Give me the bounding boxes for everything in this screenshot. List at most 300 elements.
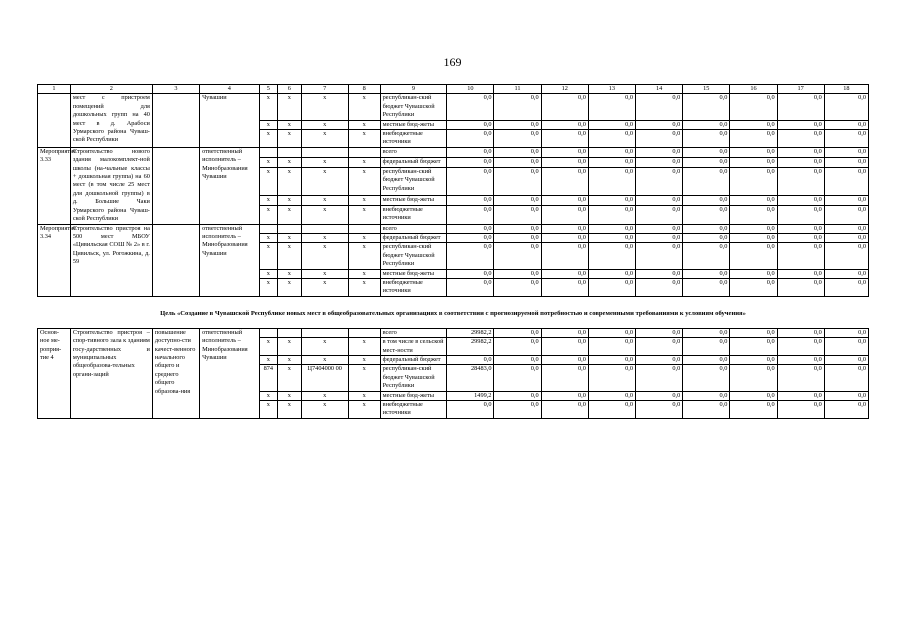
- measure-name: Строительство пристроя на 500 мест МБОУ «Цивильская СОШ № 2» в г. Цивильск, ул. Рогожкина, д. 59: [70, 224, 152, 296]
- amount-cell: 29982,2: [447, 338, 494, 356]
- amount-cell: 0,0: [730, 328, 777, 337]
- amount-cell: 0,0: [777, 391, 824, 400]
- amount-cell: 0,0: [683, 355, 730, 364]
- amount-cell: 0,0: [494, 365, 541, 391]
- amount-cell: 0,0: [824, 391, 868, 400]
- code-cell: 874: [259, 365, 277, 391]
- code-cell: x: [278, 365, 302, 391]
- amount-cell: 0,0: [777, 365, 824, 391]
- code-cell: x: [301, 167, 348, 195]
- code-cell: x: [301, 401, 348, 419]
- amount-cell: 0,0: [494, 269, 541, 278]
- code-cell: x: [278, 157, 302, 167]
- amount-cell: 0,0: [588, 167, 635, 195]
- amount-cell: 0,0: [824, 147, 868, 157]
- funding-source: местные бюд-жеты: [380, 120, 447, 129]
- column-number: 2: [70, 85, 152, 94]
- amount-cell: 0,0: [494, 355, 541, 364]
- measure-executor: ответственный исполнитель – Минобразования Чувашии: [200, 147, 260, 224]
- code-cell: x: [301, 338, 348, 356]
- amount-cell: 0,0: [636, 157, 683, 167]
- code-cell: x: [259, 94, 277, 120]
- amount-cell: 0,0: [777, 328, 824, 337]
- amount-cell: 0,0: [494, 338, 541, 356]
- amount-cell: 0,0: [588, 243, 635, 269]
- measure-purpose: [152, 224, 199, 296]
- amount-cell: 0,0: [777, 147, 824, 157]
- amount-cell: 0,0: [777, 157, 824, 167]
- table-row: [38, 224, 869, 233]
- amount-cell: 0,0: [588, 328, 635, 337]
- amount-cell: 0,0: [636, 269, 683, 278]
- amount-cell: 0,0: [588, 338, 635, 356]
- amount-cell: 0,0: [683, 365, 730, 391]
- amount-cell: 0,0: [777, 243, 824, 269]
- amount-cell: 0,0: [588, 269, 635, 278]
- column-number: 11: [494, 85, 541, 94]
- measure-name: мест с пристроем помещений для дошкольных групп на 40 мест в д. Арабоси Урмарского района Чуваш-ской Республики: [70, 94, 152, 147]
- amount-cell: 0,0: [447, 120, 494, 129]
- amount-cell: 0,0: [824, 205, 868, 224]
- amount-cell: 0,0: [588, 94, 635, 120]
- amount-cell: 0,0: [824, 243, 868, 269]
- code-cell: x: [278, 269, 302, 278]
- amount-cell: 0,0: [541, 147, 588, 157]
- amount-cell: 0,0: [683, 278, 730, 296]
- column-number: 5: [259, 85, 277, 94]
- code-cell: x: [259, 391, 277, 400]
- amount-cell: 0,0: [683, 391, 730, 400]
- code-cell: x: [301, 94, 348, 120]
- amount-cell: 0,0: [447, 233, 494, 242]
- amount-cell: 0,0: [541, 401, 588, 419]
- amount-cell: 0,0: [494, 401, 541, 419]
- amount-cell: 0,0: [636, 195, 683, 205]
- funding-source: внебюджетные источники: [380, 130, 447, 148]
- code-cell: x: [301, 195, 348, 205]
- measure-purpose: повышение доступно-сти качест-венного начального общего и среднего общего образова-ния: [152, 328, 199, 418]
- amount-cell: 0,0: [777, 195, 824, 205]
- amount-cell: 0,0: [824, 233, 868, 242]
- amount-cell: 0,0: [636, 338, 683, 356]
- column-number: 15: [683, 85, 730, 94]
- amount-cell: 0,0: [683, 147, 730, 157]
- code-cell: x: [278, 278, 302, 296]
- amount-cell: 0,0: [730, 195, 777, 205]
- measure-executor: ответственный исполнитель – Минобразования Чувашии: [200, 328, 260, 418]
- code-cell: x: [259, 130, 277, 148]
- amount-cell: 0,0: [777, 269, 824, 278]
- amount-cell: 0,0: [541, 243, 588, 269]
- funding-source: в том числе в сельской мест-ности: [380, 338, 447, 356]
- measure-executor: Чувашии: [200, 94, 260, 147]
- amount-cell: 0,0: [541, 328, 588, 337]
- amount-cell: 0,0: [541, 365, 588, 391]
- amount-cell: 0,0: [824, 167, 868, 195]
- page-number: 169: [443, 55, 462, 69]
- column-number: 18: [824, 85, 868, 94]
- code-cell: x: [348, 365, 380, 391]
- amount-cell: 0,0: [777, 120, 824, 129]
- code-cell: x: [348, 338, 380, 356]
- column-number: 6: [278, 85, 302, 94]
- amount-cell: 0,0: [541, 224, 588, 233]
- amount-cell: 0,0: [636, 94, 683, 120]
- amount-cell: 0,0: [588, 233, 635, 242]
- funding-source: местные бюд-жеты: [380, 391, 447, 400]
- measure-label: Основ-ное ме-роприя-тие 4: [38, 328, 71, 418]
- code-cell: [259, 224, 277, 233]
- code-cell: x: [301, 233, 348, 242]
- code-cell: x: [259, 167, 277, 195]
- amount-cell: 0,0: [683, 130, 730, 148]
- amount-cell: 0,0: [447, 147, 494, 157]
- amount-cell: 0,0: [588, 147, 635, 157]
- code-cell: x: [278, 233, 302, 242]
- amount-cell: 0,0: [636, 278, 683, 296]
- amount-cell: 0,0: [636, 147, 683, 157]
- amount-cell: 0,0: [730, 157, 777, 167]
- amount-cell: 0,0: [777, 130, 824, 148]
- code-cell: [278, 147, 302, 157]
- amount-cell: 28483,0: [447, 365, 494, 391]
- code-cell: x: [348, 205, 380, 224]
- table-body: [38, 85, 869, 419]
- amount-cell: 0,0: [494, 391, 541, 400]
- amount-cell: 0,0: [730, 167, 777, 195]
- code-cell: x: [259, 243, 277, 269]
- amount-cell: 0,0: [777, 401, 824, 419]
- measure-name: Строительство нового здания малокомплект-ной школы (на-чальные классы + дошкольная группа) на 60 мест (в том числе 25 мест для дошкольной группы) в д. Большие Чаки Урмарского района Чуваш-ской Республики: [70, 147, 152, 224]
- amount-cell: 0,0: [588, 224, 635, 233]
- amount-cell: 0,0: [777, 94, 824, 120]
- amount-cell: 0,0: [636, 120, 683, 129]
- code-cell: x: [259, 233, 277, 242]
- amount-cell: 0,0: [541, 94, 588, 120]
- code-cell: x: [259, 157, 277, 167]
- amount-cell: 0,0: [683, 224, 730, 233]
- amount-cell: 0,0: [683, 269, 730, 278]
- amount-cell: 0,0: [636, 167, 683, 195]
- amount-cell: 0,0: [447, 269, 494, 278]
- code-cell: x: [278, 167, 302, 195]
- amount-cell: 0,0: [777, 233, 824, 242]
- amount-cell: 0,0: [824, 130, 868, 148]
- code-cell: x: [348, 278, 380, 296]
- amount-cell: 0,0: [588, 401, 635, 419]
- amount-cell: 0,0: [730, 269, 777, 278]
- column-number: 13: [588, 85, 635, 94]
- amount-cell: 0,0: [541, 205, 588, 224]
- amount-cell: 0,0: [494, 167, 541, 195]
- code-cell: x: [278, 205, 302, 224]
- amount-cell: 0,0: [636, 401, 683, 419]
- amount-cell: 0,0: [636, 130, 683, 148]
- amount-cell: 0,0: [824, 195, 868, 205]
- amount-cell: 0,0: [730, 233, 777, 242]
- code-cell: x: [278, 401, 302, 419]
- code-cell: [301, 147, 348, 157]
- amount-cell: 0,0: [447, 94, 494, 120]
- amount-cell: 0,0: [683, 167, 730, 195]
- amount-cell: 0,0: [541, 391, 588, 400]
- column-number: 12: [541, 85, 588, 94]
- code-cell: x: [259, 338, 277, 356]
- code-cell: [301, 328, 348, 337]
- amount-cell: 0,0: [730, 355, 777, 364]
- amount-cell: 0,0: [541, 278, 588, 296]
- amount-cell: 0,0: [730, 243, 777, 269]
- code-cell: [348, 328, 380, 337]
- amount-cell: 0,0: [824, 355, 868, 364]
- amount-cell: 0,0: [683, 243, 730, 269]
- code-cell: x: [348, 195, 380, 205]
- code-cell: [301, 224, 348, 233]
- amount-cell: 0,0: [683, 205, 730, 224]
- amount-cell: 0,0: [683, 233, 730, 242]
- column-number: 9: [380, 85, 447, 94]
- column-number: 8: [348, 85, 380, 94]
- funding-source: республикан-ский бюджет Чувашской Республики: [380, 167, 447, 195]
- column-number: 7: [301, 85, 348, 94]
- amount-cell: 0,0: [683, 120, 730, 129]
- amount-cell: 0,0: [541, 338, 588, 356]
- amount-cell: 0,0: [730, 365, 777, 391]
- goal-heading: Цель «Создание в Чувашской Республике новых мест в общеобразовательных организациях в соответствии с прогнозируемой потребностью и современными требованиями к условиям обучения»: [160, 309, 746, 317]
- amount-cell: 0,0: [824, 365, 868, 391]
- column-number: 17: [777, 85, 824, 94]
- amount-cell: 0,0: [447, 224, 494, 233]
- amount-cell: 0,0: [447, 205, 494, 224]
- budget-table: [37, 84, 869, 419]
- amount-cell: 0,0: [730, 120, 777, 129]
- code-cell: Ц7404000 00: [301, 365, 348, 391]
- measure-purpose: [152, 94, 199, 147]
- amount-cell: 0,0: [683, 157, 730, 167]
- amount-cell: 0,0: [683, 328, 730, 337]
- amount-cell: 29982,2: [447, 328, 494, 337]
- amount-cell: 0,0: [541, 195, 588, 205]
- amount-cell: 0,0: [494, 130, 541, 148]
- amount-cell: 0,0: [494, 205, 541, 224]
- funding-source: внебюджетные источники: [380, 278, 447, 296]
- amount-cell: 0,0: [494, 195, 541, 205]
- amount-cell: 0,0: [588, 391, 635, 400]
- amount-cell: 0,0: [447, 195, 494, 205]
- amount-cell: 0,0: [588, 130, 635, 148]
- amount-cell: 0,0: [636, 391, 683, 400]
- amount-cell: 1499,2: [447, 391, 494, 400]
- amount-cell: 0,0: [824, 338, 868, 356]
- code-cell: x: [259, 401, 277, 419]
- funding-source: внебюджетные источники: [380, 401, 447, 419]
- amount-cell: 0,0: [683, 401, 730, 419]
- funding-source: всего: [380, 328, 447, 337]
- amount-cell: 0,0: [447, 167, 494, 195]
- amount-cell: 0,0: [494, 224, 541, 233]
- amount-cell: 0,0: [494, 147, 541, 157]
- amount-cell: 0,0: [636, 355, 683, 364]
- code-cell: x: [259, 120, 277, 129]
- amount-cell: 0,0: [777, 224, 824, 233]
- amount-cell: 0,0: [824, 278, 868, 296]
- funding-source: всего: [380, 147, 447, 157]
- amount-cell: 0,0: [777, 205, 824, 224]
- amount-cell: 0,0: [447, 355, 494, 364]
- amount-cell: 0,0: [636, 328, 683, 337]
- amount-cell: 0,0: [824, 401, 868, 419]
- code-cell: x: [278, 120, 302, 129]
- column-number: 3: [152, 85, 199, 94]
- amount-cell: 0,0: [494, 278, 541, 296]
- amount-cell: 0,0: [777, 167, 824, 195]
- code-cell: x: [301, 391, 348, 400]
- amount-cell: 0,0: [447, 278, 494, 296]
- code-cell: x: [348, 391, 380, 400]
- column-number: 4: [200, 85, 260, 94]
- amount-cell: 0,0: [730, 338, 777, 356]
- goal-row: [38, 299, 869, 329]
- funding-source: федеральный бюджет: [380, 355, 447, 364]
- code-cell: x: [301, 205, 348, 224]
- amount-cell: 0,0: [494, 328, 541, 337]
- code-cell: x: [259, 195, 277, 205]
- code-cell: x: [348, 167, 380, 195]
- amount-cell: 0,0: [824, 120, 868, 129]
- column-number: 16: [730, 85, 777, 94]
- amount-cell: 0,0: [730, 224, 777, 233]
- code-cell: x: [278, 130, 302, 148]
- amount-cell: 0,0: [541, 157, 588, 167]
- amount-cell: 0,0: [447, 130, 494, 148]
- amount-cell: 0,0: [494, 120, 541, 129]
- amount-cell: 0,0: [588, 205, 635, 224]
- measure-label: Мероприятие 3.34: [38, 224, 71, 296]
- code-cell: x: [259, 269, 277, 278]
- funding-source: федеральный бюджет: [380, 233, 447, 242]
- amount-cell: 0,0: [494, 94, 541, 120]
- code-cell: x: [348, 120, 380, 129]
- amount-cell: 0,0: [447, 157, 494, 167]
- code-cell: x: [278, 355, 302, 364]
- amount-cell: 0,0: [824, 157, 868, 167]
- code-cell: x: [348, 130, 380, 148]
- amount-cell: 0,0: [588, 120, 635, 129]
- code-cell: x: [278, 195, 302, 205]
- amount-cell: 0,0: [588, 278, 635, 296]
- amount-cell: 0,0: [730, 391, 777, 400]
- amount-cell: 0,0: [824, 94, 868, 120]
- code-cell: x: [301, 157, 348, 167]
- column-number: 1: [38, 85, 71, 94]
- amount-cell: 0,0: [588, 365, 635, 391]
- amount-cell: 0,0: [541, 167, 588, 195]
- amount-cell: 0,0: [730, 205, 777, 224]
- code-cell: x: [301, 269, 348, 278]
- table-row: [38, 147, 869, 157]
- amount-cell: 0,0: [636, 233, 683, 242]
- amount-cell: 0,0: [683, 338, 730, 356]
- amount-cell: 0,0: [541, 130, 588, 148]
- code-cell: [348, 147, 380, 157]
- code-cell: x: [348, 269, 380, 278]
- funding-source: республикан-ский бюджет Чувашской Республики: [380, 243, 447, 269]
- amount-cell: 0,0: [541, 269, 588, 278]
- funding-source: республикан-ский бюджет Чувашской Республики: [380, 365, 447, 391]
- amount-cell: 0,0: [588, 195, 635, 205]
- measure-label: Мероприятие 3.33: [38, 147, 71, 224]
- code-cell: x: [259, 205, 277, 224]
- code-cell: x: [301, 243, 348, 269]
- code-cell: x: [348, 233, 380, 242]
- code-cell: [259, 328, 277, 337]
- amount-cell: 0,0: [541, 120, 588, 129]
- code-cell: [278, 328, 302, 337]
- code-cell: x: [259, 355, 277, 364]
- table-row: [38, 328, 869, 337]
- code-cell: x: [348, 243, 380, 269]
- column-number: 10: [447, 85, 494, 94]
- header-row: [38, 85, 869, 94]
- amount-cell: 0,0: [824, 328, 868, 337]
- amount-cell: 0,0: [777, 278, 824, 296]
- amount-cell: 0,0: [730, 278, 777, 296]
- code-cell: x: [278, 338, 302, 356]
- amount-cell: 0,0: [730, 94, 777, 120]
- amount-cell: 0,0: [636, 243, 683, 269]
- measure-name: Строительство пристроя – спор-тивного зала к зданиям госу-дарственных и муниципальных общеобразова-тельных органи-заций: [70, 328, 152, 418]
- code-cell: x: [278, 391, 302, 400]
- funding-source: местные бюд-жеты: [380, 195, 447, 205]
- amount-cell: 0,0: [588, 157, 635, 167]
- amount-cell: 0,0: [541, 355, 588, 364]
- measure-label: [38, 94, 71, 147]
- code-cell: [348, 224, 380, 233]
- amount-cell: 0,0: [777, 338, 824, 356]
- amount-cell: 0,0: [494, 157, 541, 167]
- code-cell: [278, 224, 302, 233]
- amount-cell: 0,0: [494, 243, 541, 269]
- code-cell: x: [301, 355, 348, 364]
- table-row: [38, 94, 869, 120]
- amount-cell: 0,0: [636, 205, 683, 224]
- amount-cell: 0,0: [683, 94, 730, 120]
- amount-cell: 0,0: [824, 269, 868, 278]
- amount-cell: 0,0: [636, 224, 683, 233]
- amount-cell: 0,0: [730, 401, 777, 419]
- funding-source: федеральный бюджет: [380, 157, 447, 167]
- column-number: 14: [636, 85, 683, 94]
- code-cell: x: [278, 243, 302, 269]
- funding-source: республикан-ский бюджет Чувашской Республики: [380, 94, 447, 120]
- amount-cell: 0,0: [636, 365, 683, 391]
- amount-cell: 0,0: [447, 401, 494, 419]
- code-cell: x: [348, 355, 380, 364]
- code-cell: x: [348, 401, 380, 419]
- amount-cell: 0,0: [730, 130, 777, 148]
- code-cell: x: [348, 157, 380, 167]
- amount-cell: 0,0: [824, 224, 868, 233]
- code-cell: [259, 147, 277, 157]
- amount-cell: 0,0: [541, 233, 588, 242]
- amount-cell: 0,0: [494, 233, 541, 242]
- amount-cell: 0,0: [683, 195, 730, 205]
- measure-purpose: [152, 147, 199, 224]
- amount-cell: 0,0: [730, 147, 777, 157]
- amount-cell: 0,0: [447, 243, 494, 269]
- funding-source: внебюджетные источники: [380, 205, 447, 224]
- code-cell: x: [278, 94, 302, 120]
